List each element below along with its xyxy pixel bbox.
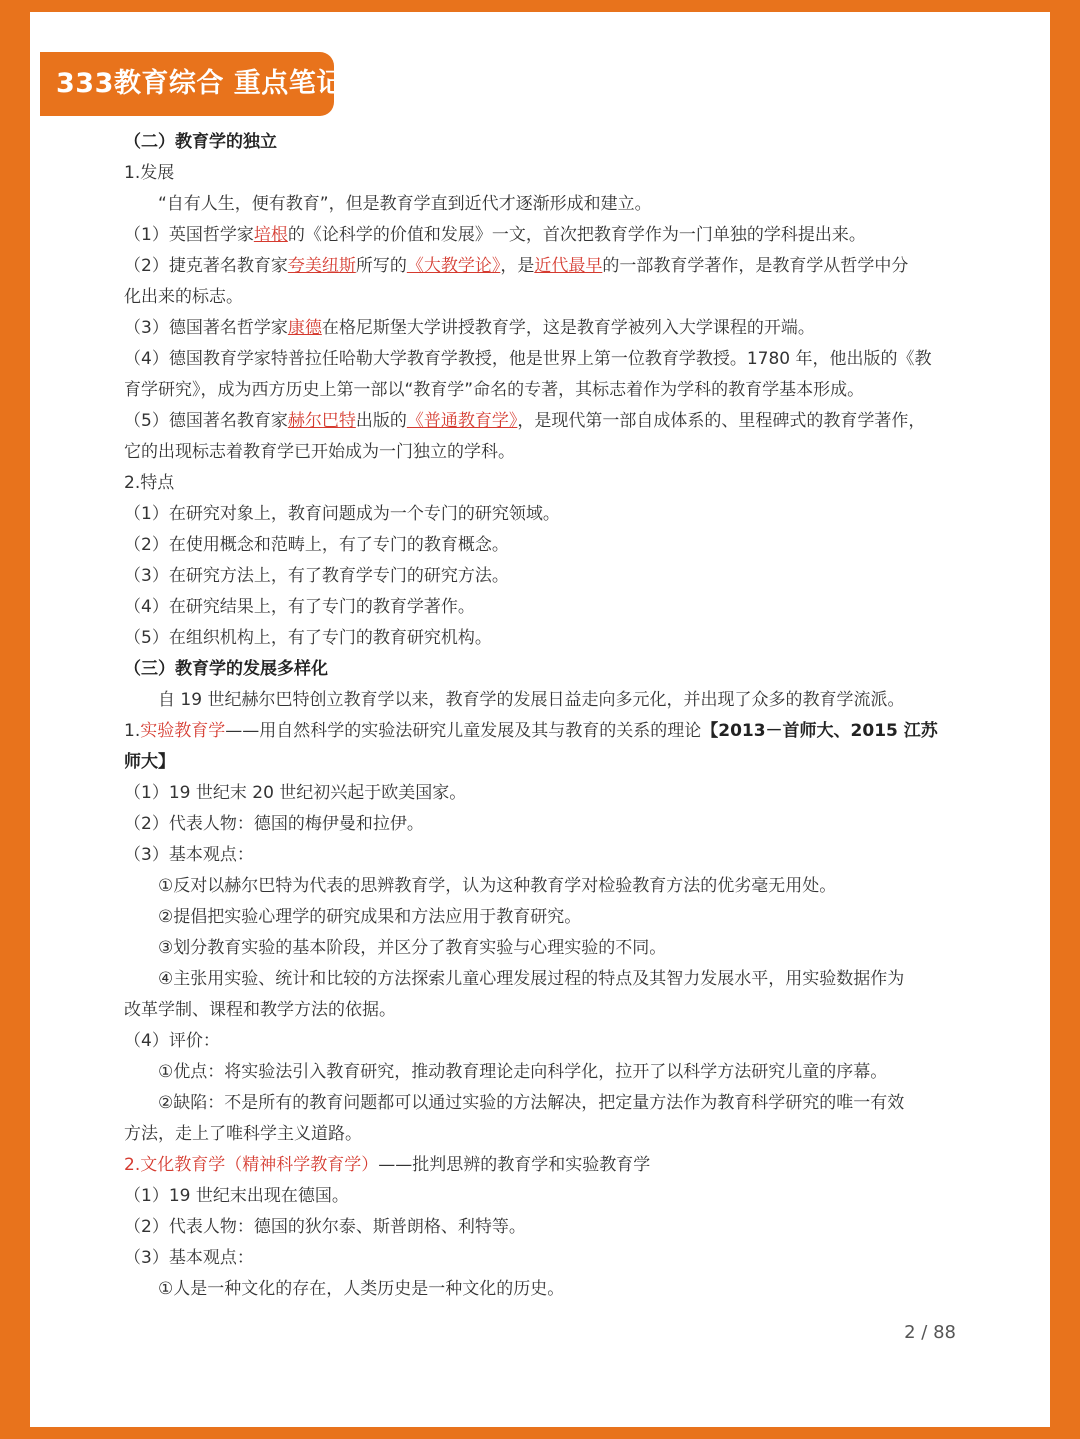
keyword: 《普通教育学》 [406, 411, 518, 431]
page-number: 2 / 88 [904, 1322, 956, 1343]
keyword: 实验教育学 [140, 721, 226, 741]
list-item: （1）在研究对象上，教育问题成为一个专门的研究领域。 [124, 504, 560, 524]
header-banner [40, 52, 344, 116]
list-item: （4）德国教育学家特普拉任哈勒大学教育学教授，他是世界上第一位教育学教授。1780 年，他出版的《教 [124, 349, 932, 369]
paragraph: 自 19 世纪赫尔巴特创立教育学以来，教育学的发展日益走向多元化，并出现了众多的教育学流派。 [158, 690, 905, 710]
sub-item: ②提倡把实验心理学的研究成果和方法应用于教育研究。 [158, 907, 582, 927]
list-item: （3）在研究方法上，有了教育学专门的研究方法。 [124, 566, 509, 586]
keyword: 赫尔巴特 [287, 411, 356, 431]
keyword: 《大教学论》 [406, 256, 501, 276]
exam-tag-cont: 师大】 [124, 752, 175, 772]
list-item: （4）在研究结果上，有了专门的教育学著作。 [124, 597, 475, 617]
list-item: （3）基本观点： [124, 845, 254, 865]
list-item: （3）基本观点： [124, 1248, 254, 1268]
keyword: 培根 [253, 225, 288, 245]
section-heading: （二）教育学的独立 [124, 132, 277, 152]
exam-tag: 【2013－首师大、2015 江苏 [701, 721, 938, 741]
list-item: （1）英国哲学家培根的《论科学的价值和发展》一文，首次把教育学作为一门单独的学科提出来。 [124, 225, 866, 245]
keyword: 夸美纽斯 [287, 256, 356, 276]
sub-item: ①反对以赫尔巴特为代表的思辨教育学，认为这种教育学对检验教育方法的优劣毫无用处。 [158, 876, 837, 896]
school-title: 1.实验教育学——用自然科学的实验法研究儿童发展及其与教育的关系的理论【2013－首师大、2015 江苏 [124, 721, 938, 741]
list-item-cont: 育学研究》，成为西方历史上第一部以“教育学”命名的专著，其标志着作为学科的教育学基本形成。 [124, 380, 865, 400]
sub-item: ③划分教育实验的基本阶段，并区分了教育实验与心理实验的不同。 [158, 938, 667, 958]
sub-item: ①优点：将实验法引入教育研究，推动教育理论走向科学化，拉开了以科学方法研究儿童的序幕。 [158, 1062, 888, 1082]
sub-item: ②缺陷：不是所有的教育问题都可以通过实验的方法解决，把定量方法作为教育科学研究的唯一有效 [158, 1093, 905, 1113]
list-item: （1）19 世纪末 20 世纪初兴起于欧美国家。 [124, 783, 467, 803]
sub-item-cont: 方法，走上了唯科学主义道路。 [124, 1124, 362, 1144]
subsection-title: 1.发展 [124, 163, 175, 183]
list-item-cont: 它的出现标志着教育学已开始成为一门独立的学科。 [124, 442, 515, 462]
paragraph: “自有人生，便有教育”，但是教育学直到近代才逐渐形成和建立。 [158, 194, 652, 214]
sub-item: ①人是一种文化的存在，人类历史是一种文化的历史。 [158, 1279, 565, 1299]
list-item: （4）评价： [124, 1031, 220, 1051]
subsection-title: 2.特点 [124, 473, 175, 493]
school-title: 2.文化教育学（精神科学教育学）——批判思辨的教育学和实验教育学 [124, 1155, 651, 1175]
list-item: （5）在组织机构上，有了专门的教育研究机构。 [124, 628, 492, 648]
keyword: 康德 [287, 318, 322, 338]
list-item: （1）19 世纪末出现在德国。 [124, 1186, 349, 1206]
list-item: （2）在使用概念和范畴上，有了专门的教育概念。 [124, 535, 509, 555]
keyword: 近代最早 [534, 256, 603, 276]
header-title: 333教育综合 重点笔记 [56, 68, 344, 99]
list-item: （3）德国著名哲学家康德在格尼斯堡大学讲授教育学，这是教育学被列入大学课程的开端。 [124, 318, 815, 338]
list-item: （5）德国著名教育家赫尔巴特出版的《普通教育学》，是现代第一部自成体系的、里程碑式的教育学著作， [124, 411, 926, 431]
section-heading: （三）教育学的发展多样化 [124, 659, 328, 679]
list-item-cont: 化出来的标志。 [124, 287, 243, 307]
sub-item-cont: 改革学制、课程和教学方法的依据。 [124, 1000, 396, 1020]
list-item: （2）代表人物：德国的狄尔泰、斯普朗格、利特等。 [124, 1217, 526, 1237]
list-item: （2）代表人物：德国的梅伊曼和拉伊。 [124, 814, 424, 834]
notes-content [124, 127, 960, 1305]
keyword: 文化教育学（精神科学教育学） [140, 1155, 379, 1175]
list-item: （2）捷克著名教育家夸美纽斯所写的《大教学论》，是近代最早的一部教育学著作，是教育学从哲学中分 [124, 256, 909, 276]
sub-item: ④主张用实验、统计和比较的方法探索儿童心理发展过程的特点及其智力发展水平，用实验数据作为 [158, 969, 905, 989]
